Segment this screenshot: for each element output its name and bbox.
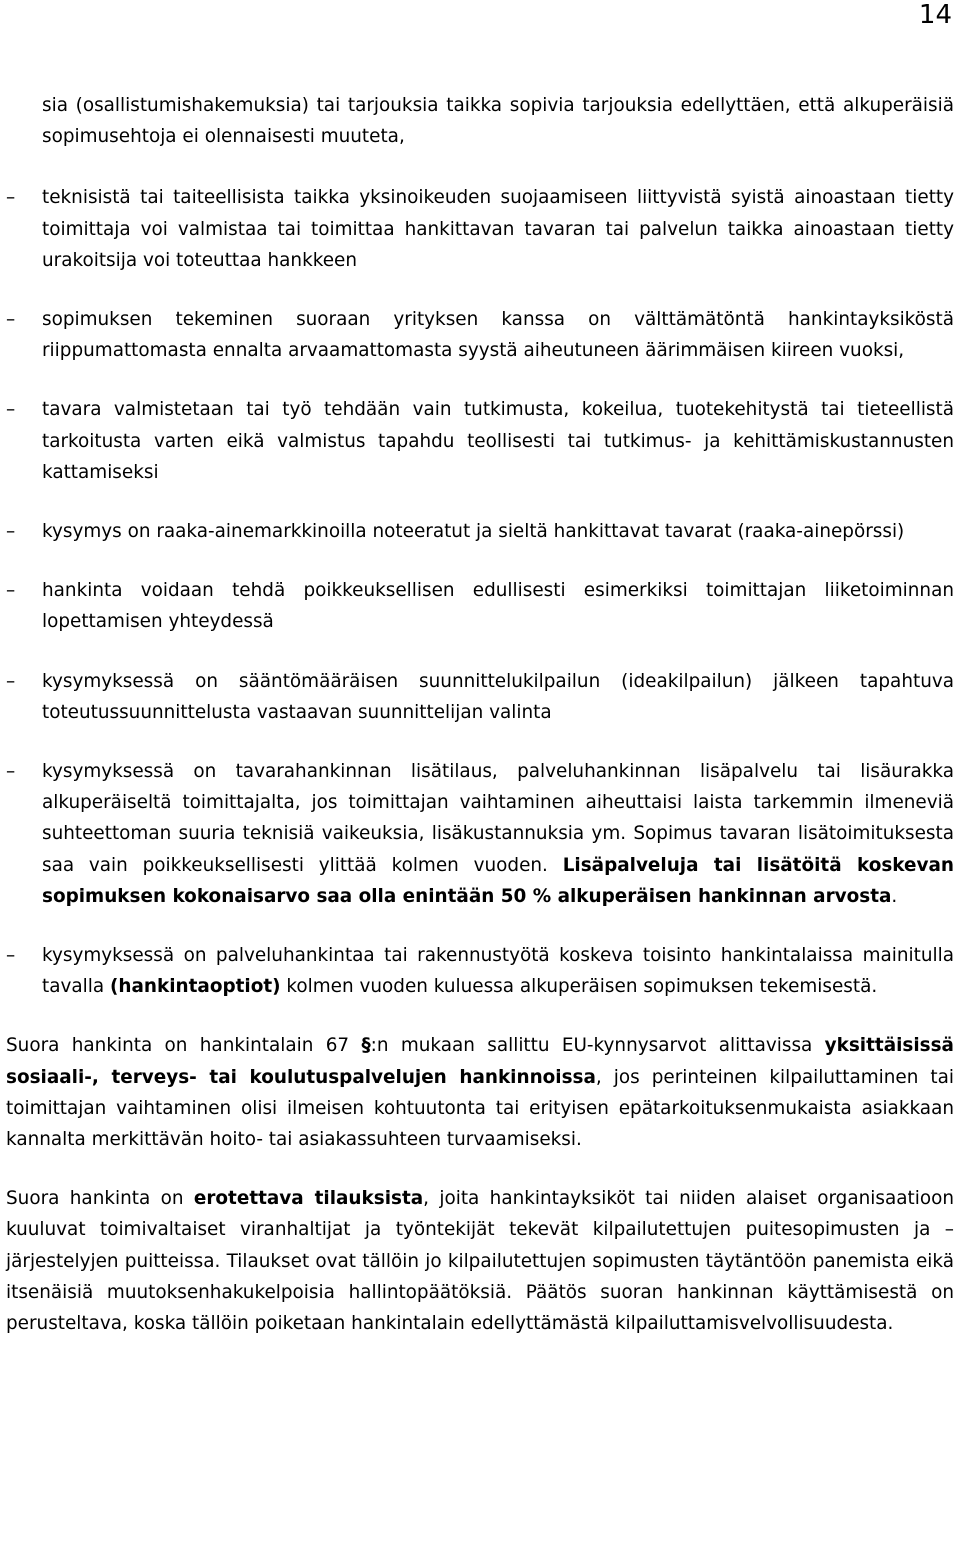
- paragraph-text-end: , joita hankintayksiköt tai niiden alaiset organisaatioon kuuluvat toimivaltaiset viranhaltijat ja työntekijät tekevät kilpailutettujen puitesopimusten ja – järjestelyjen puitteissa. Tilaukset ovat tällöin jo kilpailutettujen sopimusten täytäntöön panemista eikä itsenäisiä muutoksenhakukelpoisia hallintopäätöksiä. Päätös suoran hankinnan käyttämisestä on perusteltava, koska tällöin poiketaan hankintalain edellyttämästä kilpailuttamisvelvollisuudesta.: [6, 1188, 954, 1335]
- list-item-bold-text: (hankintaoptiot): [109, 976, 281, 998]
- list-item-text: kysymyksessä on sääntömääräisen suunnittelukilpailun (ideakilpailun) jälkeen tapahtuva toteutussuunnittelusta vastaavan suunnittelijan valinta: [42, 670, 954, 723]
- list-item: [6, 666, 954, 728]
- list-item: [6, 940, 954, 1002]
- list-item-text: kysymyksessä on tavarahankinnan lisätilaus, palveluhankinnan lisäpalvelu tai lisäurakka alkuperäiseltä toimittajalta, jos toimittajan vaihtaminen aiheuttaisi laista tarkemmin ilmeneviä suhteettoman suuria teknisiä vaikeuksia, lisäkustannuksia ym. Sopimus tavaran lisätoimituksesta saa vain poikkeuksellisesti ylittää kolmen vuoden.: [42, 761, 954, 876]
- paragraph-bold-text: erotettava tilauksista: [193, 1188, 424, 1210]
- list-item: [6, 575, 954, 637]
- list-item-text-end: .: [891, 885, 898, 907]
- list-item-bold-text: Lisäpalveluja tai lisätöitä koskevan sopimuksen kokonaisarvo saa olla enintään 50 % alkuperäisen hankinnan arvosta: [42, 854, 954, 907]
- list-item-text: sopimuksen tekeminen suoraan yrityksen kanssa on välttämätöntä hankintayksiköstä riippumattomasta ennalta arvaamattomasta syystä aiheutuneen äärimmäisen kiireen vuoksi,: [42, 309, 954, 362]
- paragraph-text: :n mukaan sallittu EU-kynnysarvot alittavissa: [370, 1035, 813, 1057]
- dash-bullet: –: [6, 521, 16, 543]
- dash-bullet: –: [6, 670, 16, 692]
- list-item-text: tavara valmistetaan tai työ tehdään vain tutkimusta, kokeilua, tuotekehitystä tai tieteellistä tarkoitusta varten eikä valmistus tapahdu teollisesti tai tutkimus- ja kehittämiskustannusten kattamiseksi: [42, 399, 954, 483]
- list-item-text: kysymys on raaka-ainemarkkinoilla noteeratut ja sieltä hankittavat tavarat (raaka-ainepörssi): [42, 521, 905, 543]
- paragraph-text-end: , jos perinteinen kilpailuttaminen tai toimittajan vaihtaminen olisi ilmeisen kohtuutonta tai erityisen epätarkoituksenmukaista asiakkaan kannalta merkittävän hoito- tai asiakassuhteen turvaamiseksi.: [6, 1066, 954, 1151]
- paragraph-text: Suora hankinta on hankintalain 67: [6, 1035, 350, 1057]
- list-item: [6, 304, 954, 366]
- dash-bullet: –: [6, 580, 16, 602]
- paragraph-direct-procurement: [6, 1030, 954, 1155]
- list-item-text: teknisistä tai taiteellisista taikka yksinoikeuden suojaamiseen liittyvistä syistä ainoastaan tietty toimittaja voi valmistaa tai toimittaa hankittavan tavaran tai palvelun taikka ainoastaan tietty urakoitsija voi toteuttaa hankkeen: [42, 187, 954, 271]
- paragraph-orders: [6, 1183, 954, 1339]
- document-body: [6, 90, 954, 1367]
- dash-bullet: –: [6, 945, 16, 967]
- list-item-text: hankinta voidaan tehdä poikkeuksellisen edullisesti esimerkiksi toimittajan liiketoiminnan lopettamisen yhteydessä: [42, 580, 954, 633]
- list-item: [6, 756, 954, 912]
- list-item: [6, 394, 954, 488]
- list-item-text: kysymyksessä on palveluhankintaa tai rakennustyötä koskeva toisinto hankintalaissa mainitulla tavalla: [42, 945, 954, 998]
- page-number: 14: [918, 0, 952, 30]
- dash-bullet: –: [6, 187, 16, 209]
- list-item-text-end: kolmen vuoden kuluessa alkuperäisen sopimuksen tekemisestä.: [286, 976, 878, 998]
- paragraph-bold-text: yksittäisissä sosiaali-, terveys- tai koulutuspalvelujen hankinnoissa: [6, 1035, 954, 1088]
- section-sign: §: [361, 1035, 371, 1057]
- list-item: [6, 182, 954, 276]
- paragraph-text: Suora hankinta on: [6, 1188, 184, 1210]
- list-item: [6, 516, 954, 547]
- list-item-continuation: [6, 90, 954, 152]
- list-item-text: sia (osallistumishakemuksia) tai tarjouksia taikka sopivia tarjouksia edellyttäen, että alkuperäisiä sopimusehtoja ei olennaisesti muuteta,: [42, 95, 954, 148]
- dash-bullet: –: [6, 309, 16, 331]
- dash-bullet: –: [6, 399, 16, 421]
- dash-bullet: –: [6, 761, 16, 783]
